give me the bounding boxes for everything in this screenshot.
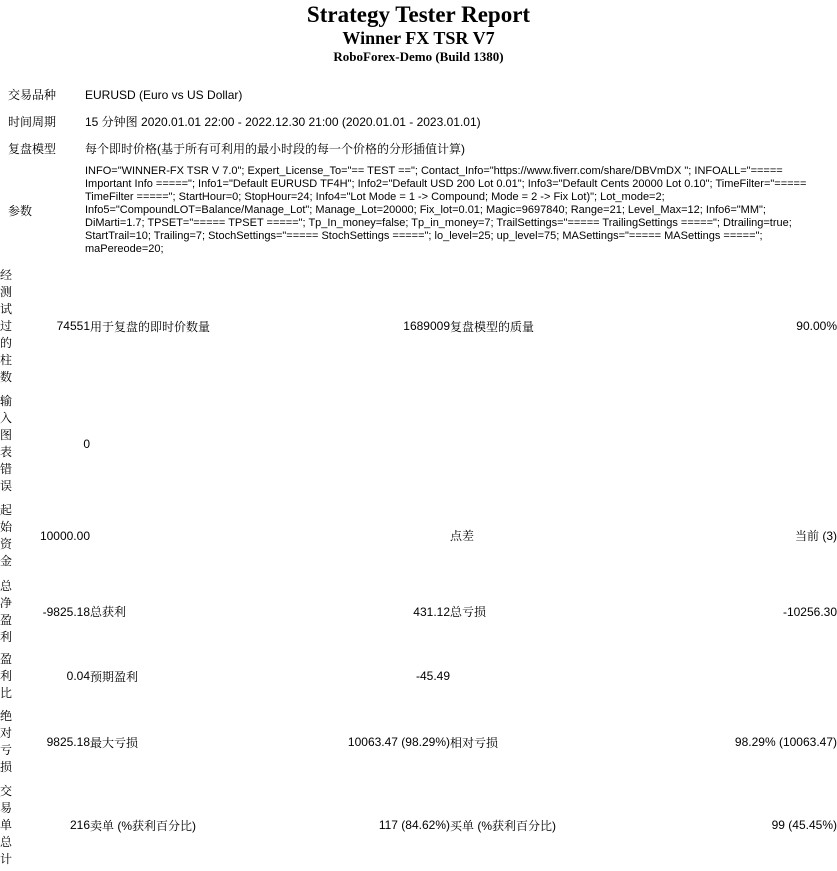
symbol-value: EURUSD (Euro vs US Dollar)	[85, 87, 243, 102]
row-group-label: 起始资金	[0, 502, 13, 568]
stat-value	[337, 391, 450, 496]
stat-label: 最大亏损	[90, 735, 139, 750]
table-row-total-net-profit	[0, 575, 837, 648]
stat-label	[90, 391, 337, 496]
table-row-initial-deposit	[0, 496, 837, 575]
stat-label: 卖单 (%获利百分比)	[90, 818, 196, 833]
stat-value	[704, 391, 837, 496]
row-group-label: 交易单总计	[0, 783, 13, 866]
info-row-model	[0, 135, 837, 162]
stat-label: 总获利	[90, 605, 127, 619]
report-title: Strategy Tester Report	[306, 2, 531, 27]
stat-value: 0	[83, 436, 90, 451]
info-row-parameters	[0, 162, 837, 259]
stat-label: 点差	[450, 529, 475, 543]
stat-value: 1689009	[403, 319, 450, 333]
stat-value: 431.12	[413, 604, 450, 619]
period-value: 15 分钟图 2020.01.01 22:00 - 2022.12.30 21:00 (2020.01.01 - 2023.01.01)	[85, 115, 481, 129]
stat-value: -45.49	[415, 669, 450, 683]
stat-value: 0.04	[66, 669, 90, 683]
ea-name: Winner FX TSR V7	[342, 28, 495, 48]
stat-value: 9825.18	[46, 735, 90, 749]
table-row-profit-factor	[0, 648, 837, 704]
table-row-bars-tested	[0, 261, 837, 391]
row-group-label: 绝对亏损	[0, 709, 13, 774]
table-row-total-trades	[0, 780, 837, 870]
stat-value: 90.00%	[796, 319, 837, 333]
model-label: 复盘模型	[8, 142, 57, 156]
period-label: 时间周期	[8, 115, 57, 129]
stats-table	[0, 261, 837, 870]
stat-label: 复盘模型的质量	[450, 319, 535, 334]
stat-label: 买单 (%获利百分比)	[450, 818, 556, 833]
stat-label: 预期盈利	[90, 669, 139, 684]
stat-value	[337, 496, 450, 575]
stat-value: 117 (84.62%)	[378, 818, 450, 832]
table-row-mismatched-errors	[0, 391, 837, 496]
stat-value: 10063.47 (98.29%)	[347, 735, 450, 749]
stat-label: 用于复盘的即时价数量	[90, 319, 211, 334]
stat-value: 当前 (3)	[794, 529, 837, 543]
stat-value: 98.29% (10063.47)	[734, 735, 837, 749]
stat-label: 相对亏损	[450, 735, 499, 750]
stat-value: 216	[69, 818, 90, 832]
row-group-label: 输入图表错误	[0, 393, 13, 493]
stat-label	[450, 391, 704, 496]
stat-value: 99 (45.45%)	[771, 818, 837, 832]
row-group-label: 总净盈利	[0, 578, 13, 644]
stat-value: -10256.30	[782, 604, 837, 619]
parameters-value: INFO="WINNER-FX TSR V 7.0"; Expert_License_To="== TEST =="; Contact_Info="https://www.fiverr.com/share/DBVmDX "; INFOALL="===== Important Info ====="; Info1="Default EURUSD TF4H"; Info2="Default USD 200 Lot 0.01"; Info3="Default Cents 20000 Lot 0.10"; TimeFilter="===== TimeFilter ====="; StartHour=0; StopHour=24; Info4="Lot Mode = 1 -> Compound; Mode = 2 -> Fix Lot)"; Lot_mode=2; Info5="CompoundLOT=Balance/Manage_Lot"; Manage_Lot=20000; Fix_lot=0.01; Magic=9697840; Range=21; Level_Max=12; Info6="MM"; DiMarti=1.7; TPSET="===== TPSET ====="; Tp_In_money=false; Tp_in_money=7; TrailSettings="===== TrailingSettings ====="; Dtrailing=true; StartTrail=10; Trailing=7; StochSettings="===== StochSettings ====="; lo_level=25; up_level=75; MASettings="===== MASettings ====="; maPereode=20;	[85, 165, 807, 255]
server-build-info: RoboForex-Demo (Build 1380)	[333, 49, 504, 64]
model-value: 每个即时价格(基于所有可利用的最小时段的每一个价格的分形插值计算)	[85, 142, 465, 156]
parameters-label: 参数	[8, 204, 33, 218]
stat-value: 10000.00	[39, 528, 90, 543]
info-row-period	[0, 108, 837, 135]
info-row-symbol	[0, 81, 837, 108]
stat-label	[90, 496, 337, 575]
row-group-label: 经测试过的柱数	[0, 267, 13, 384]
symbol-label: 交易品种	[8, 88, 57, 102]
row-group-label: 盈利比	[0, 651, 13, 700]
test-info-table	[0, 81, 837, 259]
stat-value	[704, 648, 837, 704]
stat-label	[450, 648, 704, 704]
stat-value: -9825.18	[42, 604, 90, 619]
report-header	[0, 0, 837, 64]
stat-value: 74551	[56, 319, 90, 333]
stat-label: 总亏损	[450, 605, 487, 619]
table-row-absolute-drawdown	[0, 704, 837, 780]
